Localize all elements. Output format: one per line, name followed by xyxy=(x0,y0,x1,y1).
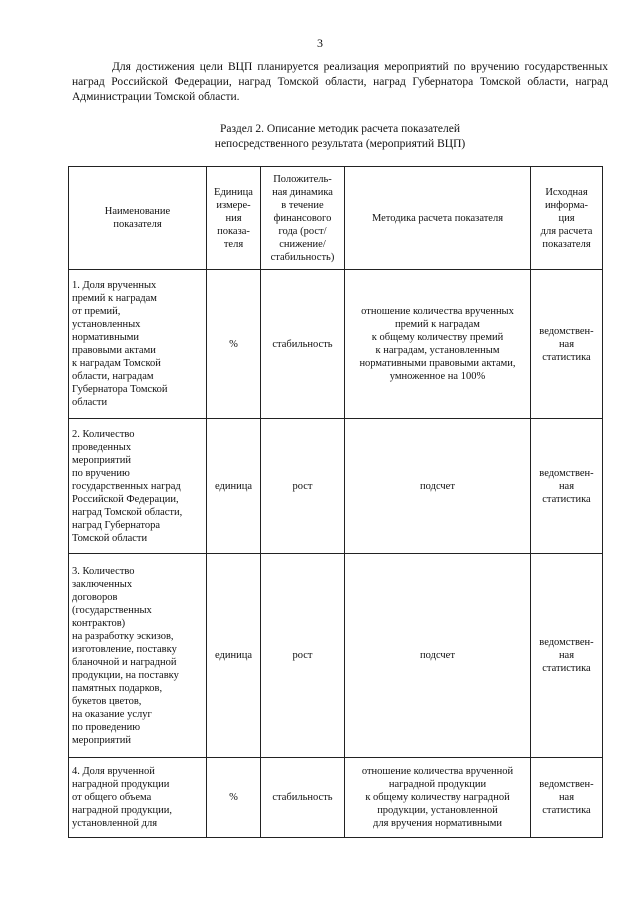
row-indicator-name: 2. Количество проведенных мероприятий по вручению государственных наград Российской Федерации, наград Томской области, наград Губернатора Томской области xyxy=(69,419,207,554)
header-indicator-name: Наименование показателя xyxy=(69,167,207,270)
row-source: ведомствен- ная статистика xyxy=(531,758,603,838)
row-dynamics: рост xyxy=(261,419,345,554)
row-unit: единица xyxy=(207,554,261,758)
row-source: ведомствен- ная статистика xyxy=(531,554,603,758)
row-dynamics: стабильность xyxy=(261,758,345,838)
section-title xyxy=(72,122,608,152)
table-row xyxy=(69,758,603,838)
row-unit: % xyxy=(207,270,261,419)
row-indicator-name: 4. Доля врученной наградной продукции от общего объема наградной продукции, установленной для xyxy=(69,758,207,838)
row-method: подсчет xyxy=(345,419,531,554)
section-title-line-2: непосредственного результата (мероприятий ВЦП) xyxy=(214,138,466,150)
page-number: 3 xyxy=(317,36,323,50)
table-row xyxy=(69,419,603,554)
row-unit: % xyxy=(207,758,261,838)
row-method: отношение количества врученных премий к наградам к общему количеству премий к наградам, установленным нормативными правовыми актами, умноженное на 100% xyxy=(345,270,531,419)
row-source: ведомствен- ная статистика xyxy=(531,419,603,554)
intro-paragraph xyxy=(72,60,608,105)
row-dynamics: рост xyxy=(261,554,345,758)
row-indicator-name: 1. Доля врученных премий к наградам от премий, установленных нормативными правовыми актами к наградам Томской области, наградам Губернатора Томской области xyxy=(69,270,207,419)
row-source: ведомствен- ная статистика xyxy=(531,270,603,419)
table-row xyxy=(69,554,603,758)
header-unit: Единица измере- ния показа- теля xyxy=(207,167,261,270)
row-unit: единица xyxy=(207,419,261,554)
intro-text: Для достижения цели ВЦП планируется реализация мероприятий по вручению государственных наград Российской Федерации, наград Томской области, наград Губернатора Томской области, наград Администрации Томской области. xyxy=(72,61,608,103)
row-method: отношение количества врученной наградной продукции к общему количеству наградной продукции, установленной для вручения нормативными xyxy=(345,758,531,838)
header-source: Исходная информа- ция для расчета показателя xyxy=(531,167,603,270)
row-dynamics: стабильность xyxy=(261,270,345,419)
indicators-table xyxy=(68,166,603,838)
table-header-row xyxy=(69,167,603,270)
section-title-line-1: Раздел 2. Описание методик расчета показателей xyxy=(220,123,460,135)
table-row xyxy=(69,270,603,419)
row-method: подсчет xyxy=(345,554,531,758)
row-indicator-name: 3. Количество заключенных договоров (государственных контрактов) на разработку эскизов, изготовление, поставку бланочной и наградной продукции, на поставку памятных подарков, букетов цветов, на оказание услуг по проведению мероприятий xyxy=(69,554,207,758)
header-method: Методика расчета показателя xyxy=(345,167,531,270)
header-dynamics: Положитель- ная динамика в течение финансового года (рост/ снижение/ стабильность) xyxy=(261,167,345,270)
